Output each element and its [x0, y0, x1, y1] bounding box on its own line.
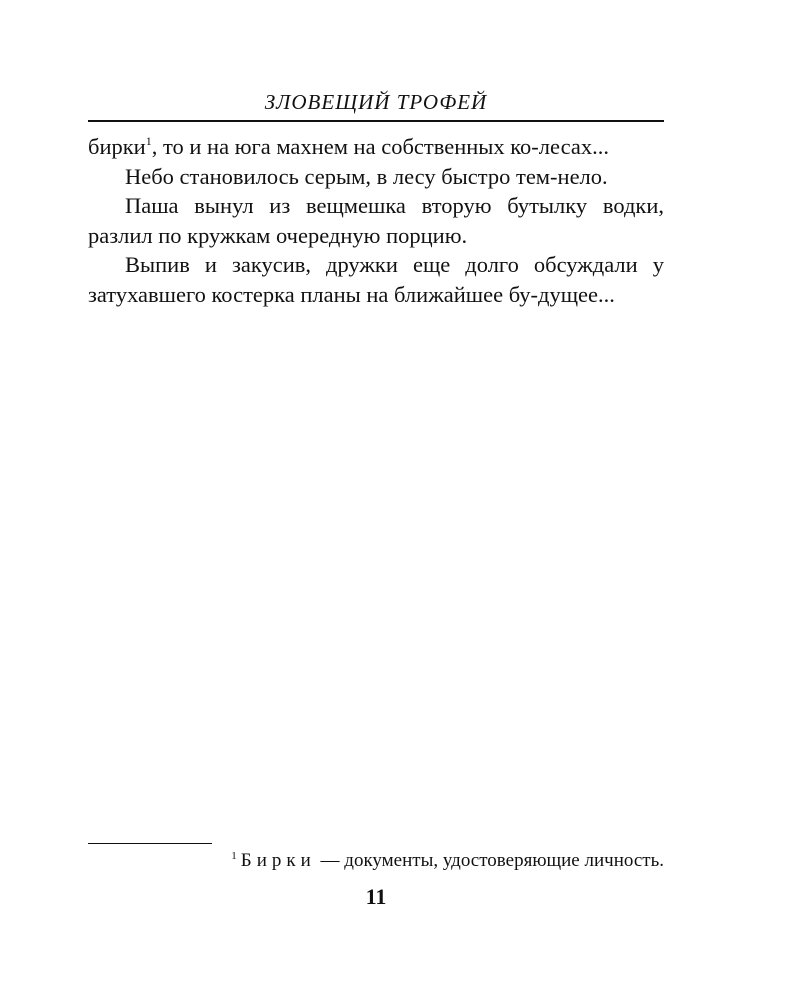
footnote [88, 848, 664, 874]
paragraph-2: Небо становилось серым, в лесу быстро тем-нело. [125, 163, 608, 189]
running-head: ЗЛОВЕЩИЙ ТРОФЕЙ [264, 90, 488, 114]
footnote-rule [88, 843, 212, 844]
paragraph-1 [88, 132, 664, 162]
header-rule [88, 120, 664, 122]
paragraph-1-text-start: бирки [88, 134, 146, 159]
footnote-term: Бирки [240, 850, 316, 871]
body-text [88, 132, 664, 309]
page-number: 11 [365, 884, 387, 909]
footnote-reference: 1 [145, 134, 152, 148]
paragraph-3: Паша вынул из вещмешка вторую бутылку водки, разлил по кружкам очередную порцию. [88, 193, 664, 248]
footnote-mark: 1 [231, 850, 237, 862]
paragraph-1-text-rest: , то и на юга махнем на собственных ко-лесах... [151, 134, 609, 159]
paragraph-4: Выпив и закусив, дружки еще долго обсуждали у затухавшего костерка планы на ближайшее бу-дущее... [88, 252, 664, 307]
footnote-text: — документы, удостоверяющие личность. [315, 850, 664, 871]
